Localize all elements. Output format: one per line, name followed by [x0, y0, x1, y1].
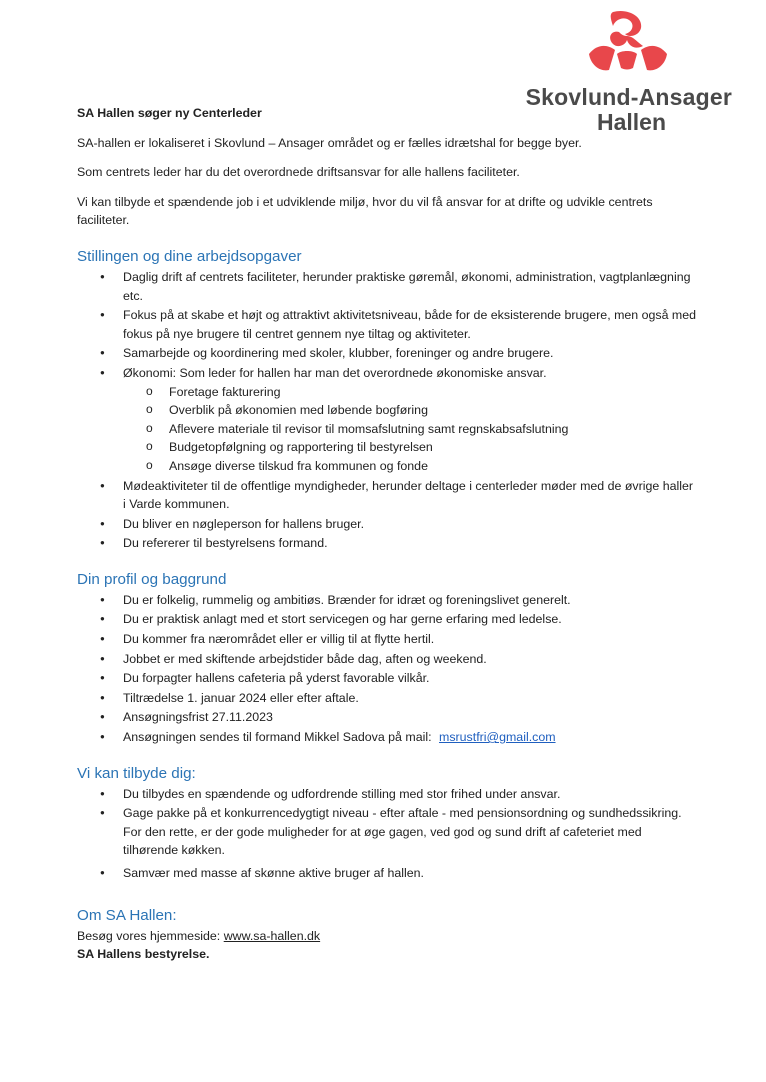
sub-list-item: o Budgetopfølgning og rapportering til bestyrelsen: [169, 438, 697, 457]
offer-heading: Vi kan tilbyde dig:: [77, 764, 196, 782]
list-item: ● Du er folkelig, rummelig og ambitiøs. Brænder for idræt og foreningslivet generelt.: [123, 591, 697, 610]
list-item: ● Jobbet er med skiftende arbejdstider både dag, aften og weekend.: [123, 650, 697, 669]
list-item-economy: [123, 364, 697, 476]
list-item: ● Gage pakke på et konkurrencedygtigt niveau - efter aftale - med pensionsordning og sundhedssikring. For den rette, er der gode muligheder for at øge gagen, ved god og sund drift af cafeteriet med tilhørende køkken.: [123, 804, 697, 860]
signature: SA Hallens bestyrelse.: [77, 947, 210, 962]
intro-paragraph-3: Vi kan tilbyde et spændende job i et udviklende miljø, hvor du vil få ansvar for at drifte og udvikle centrets faciliteter.: [77, 194, 653, 228]
sub-list-item: o Aflevere materiale til revisor til momsafslutning samt regnskabsafslutning: [169, 420, 697, 439]
offer-list: [77, 785, 697, 883]
intro-paragraph-2: Som centrets leder har du det overordnede driftsansvar for alle hallens faciliteter.: [77, 165, 520, 180]
document-body: [77, 104, 697, 964]
list-item: ● Du refererer til bestyrelsens formand.: [123, 534, 697, 553]
list-item-contact: [123, 728, 697, 747]
logo-text-line2: Hallen: [596, 109, 666, 135]
logo-text-line1: Skovlund-Ansager: [525, 84, 732, 110]
list-item: ● Tiltrædelse 1. januar 2024 eller efter aftale.: [123, 689, 697, 708]
economy-sublist: [123, 383, 697, 476]
list-item: ● Mødeaktiviteter til de offentlige myndigheder, herunder deltage i centerleder møder med de øvrige haller i Varde kommunen.: [123, 477, 697, 514]
list-item: ● Du forpagter hallens cafeteria på yderst favorable vilkår.: [123, 669, 697, 688]
list-item: ● Du bliver en nøgleperson for hallens bruger.: [123, 515, 697, 534]
duties-list: [77, 268, 697, 553]
profile-heading: Din profil og baggrund: [77, 570, 227, 588]
website-line: [77, 927, 697, 946]
sub-list-item: o Overblik på økonomien med løbende bogføring: [169, 401, 697, 420]
list-item: ● Du tilbydes en spændende og udfordrende stilling med stor frihed under ansvar.: [123, 785, 697, 804]
duties-heading: Stillingen og dine arbejdsopgaver: [77, 247, 302, 265]
about-heading: Om SA Hallen:: [77, 906, 177, 924]
spacer: [77, 884, 697, 892]
economy-label: Økonomi: Som leder for hallen har man det overordnede økonomiske ansvar.: [123, 365, 547, 380]
logo-figure-icon: [583, 10, 673, 78]
intro-paragraph-1: SA-hallen er lokaliseret i Skovlund – Ansager området og er fælles idrætshal for begge byer.: [77, 135, 582, 150]
document-title: SA Hallen søger ny Centerleder: [77, 106, 262, 120]
sub-list-item: o Ansøge diverse tilskud fra kommunen og fonde: [169, 457, 697, 476]
list-item: ● Du er praktisk anlagt med et stort servicegen og har gerne erfaring med ledelse.: [123, 610, 697, 629]
website-link[interactable]: www.sa-hallen.dk: [223, 928, 321, 943]
email-link[interactable]: msrustfri@gmail.com: [439, 730, 556, 745]
list-item: ● Fokus på at skabe et højt og attraktivt aktivitetsniveau, både for de eksisterende brugere, men også med fokus på nye brugere til centret gennem nye tiltag og aktiviteter.: [123, 306, 697, 343]
sub-list-item: o Foretage fakturering: [169, 383, 697, 402]
website-label: Besøg vores hjemmeside:: [77, 928, 221, 943]
list-item: ● Ansøgningsfrist 27.11.2023: [123, 708, 697, 727]
list-item: ● Du kommer fra nærområdet eller er villig til at flytte hertil.: [123, 630, 697, 649]
list-item: ● Daglig drift af centrets faciliteter, herunder praktiske gøremål, økonomi, administration, vagtplanlægning etc.: [123, 268, 697, 305]
list-item: ● Samvær med masse af skønne aktive bruger af hallen.: [123, 864, 697, 883]
profile-list: [77, 591, 697, 747]
list-item: ● Samarbejde og koordinering med skoler, klubber, foreninger og andre brugere.: [123, 344, 697, 363]
contact-text: Ansøgningen sendes til formand Mikkel Sadova på mail:: [123, 730, 432, 745]
